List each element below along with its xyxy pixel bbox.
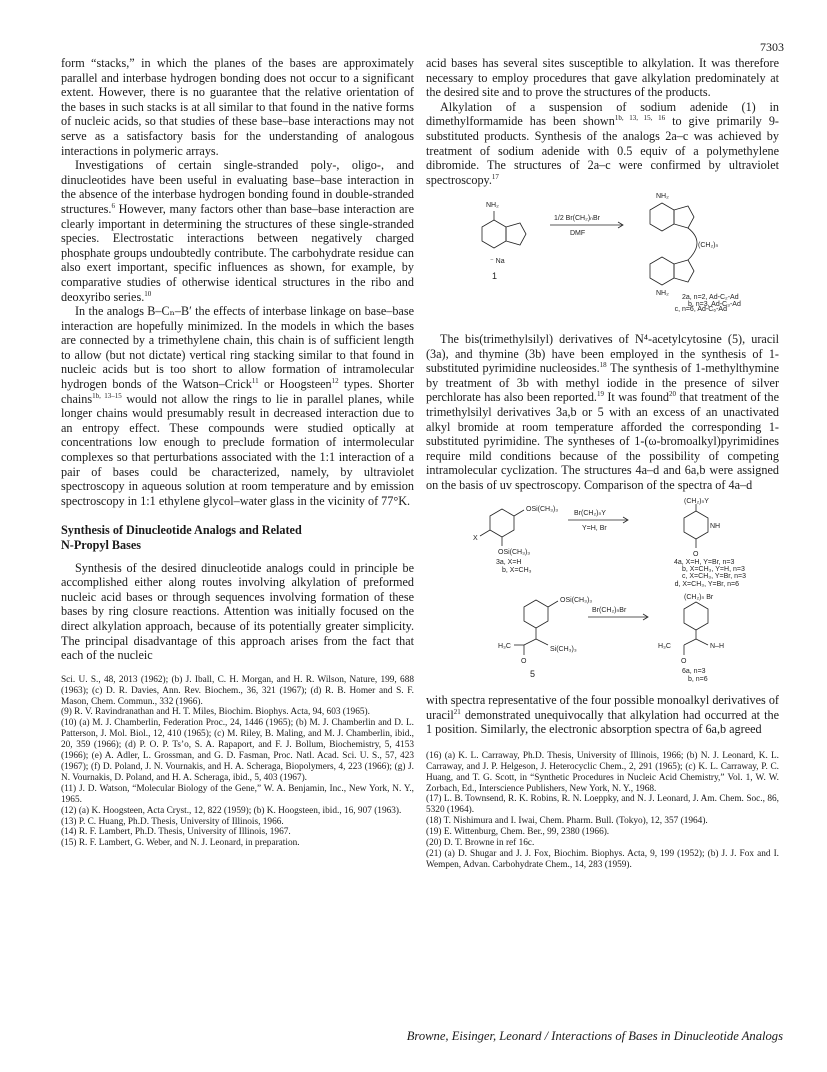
methyl-label: H₃C xyxy=(497,643,511,651)
silyl-label: Si(CH₃)₃ xyxy=(549,646,577,654)
compound-label-1: 1 xyxy=(491,271,497,282)
paragraph: Investigations of certain single-stranded poly-, oligo-, and dinucleotides have been useful in evaluating base–base interaction in the absence of the interbase hydrogen bonding found in double-stranded structures.$^6$ However, many factors other than base–base interaction are clearly important in determining the structures of these single-stranded species. Electrostatic interactions between negatively charged phosphate groups undoubtedly contribute. The carbohydrate residue can also exert important, specific influences as shown, for example, by comparative studies of otherwise identical structures in the ribo and deoxyribo series.$^{10}$ xyxy=(61,158,414,304)
running-footer: Browne, Eisinger, Leonard / Interactions of Bases in Dinucleotide Analogs xyxy=(406,1029,783,1043)
reference: (9) R. V. Ravindranathan and H. T. Miles, Biochim. Biophys. Acta, 94, 603 (1965). xyxy=(61,707,370,718)
sodium-label: ⁻ Na xyxy=(489,258,505,266)
oxygen-label: O xyxy=(680,658,686,666)
reference: (11) J. D. Watson, “Molecular Biology of the Gene,” W. A. Benjamin, Inc., New York, N. Y., 1965. xyxy=(61,783,414,805)
section-heading: Synthesis of Dinucleotide Analogs and Related N-Propyl Bases xyxy=(61,523,302,552)
reference: (15) R. F. Lambert, G. Weber, and N. J. Leonard, in preparation. xyxy=(61,838,300,849)
reference: (16) (a) K. L. Carraway, Ph.D. Thesis, University of Illinois, 1966; (b) N. J. Leonard, K. L. Carraway, and J. P. Helgeson, J. Heterocyclic Chem., 2, 291 (1965); (c) K. L. Carraway, P. C. Huang, and T. G. Scott, in “Synthetic Procedures in Nucleic Acid Chemistry,” Vol. 1, W. W. Zorbach, Ed., Interscience Publishers, New York, N. Y., 1968. xyxy=(426,750,779,794)
chain-label: (CH₂)ₙ xyxy=(697,242,718,250)
reference: (14) R. F. Lambert, Ph.D. Thesis, University of Illinois, 1967. xyxy=(61,827,291,838)
compound-label-3b: b, X=CH₃ xyxy=(501,567,532,575)
paragraph: acid bases has several sites susceptible to alkylation. It was therefore necessary to employ procedures that gave alkylation predominately at the desired site and to prove the structures of the products. xyxy=(426,56,779,100)
product-label-2c: c, n=6, Ad-C₆-Ad xyxy=(674,306,727,314)
compound-label-4a: 4a, X=H, Y=Br, n=3 xyxy=(673,559,734,567)
oxygen-label: O xyxy=(692,551,698,559)
silyl-label: OSi(CH₃)₃ xyxy=(525,506,558,514)
reagent-label: Br(CH₂)ₙY xyxy=(573,510,606,518)
reference: (21) (a) D. Shugar and J. J. Fox, Biochim. Biophys. Acta, 9, 199 (1952); (b) J. J. Fox and I. Wempen, Advan. Carbohydrate Chem., 14, 283 (1959). xyxy=(426,849,779,870)
paragraph: Alkylation of a suspension of sodium adenide (1) in dimethylformamide has been shown$^{1b, 13, 15, 16}$ to give primarily 9-substituted products. Synthesis of the analogs 2a–c was achieved by treatment of sodium adenide with 0.5 equiv of a polymethylene dibromide. The structures of 2a–c were confirmed by ultraviolet spectroscopy.$^{17}$ xyxy=(426,99,779,187)
right-column xyxy=(426,56,779,871)
oxygen-label: O xyxy=(520,658,526,666)
nh-label: N–H xyxy=(709,643,724,651)
reference: (20) D. T. Browne in ref 16c. xyxy=(426,838,535,849)
reference: (17) L. B. Townsend, R. K. Robins, R. N. Loeppky, and N. J. Leonard, J. Am. Chem. Soc., 86, 5320 (1964). xyxy=(426,794,779,816)
compound-label-3a: 3a, X=H xyxy=(495,559,521,567)
substituent-x: X xyxy=(472,535,478,543)
reference: (13) P. C. Huang, Ph.D. Thesis, University of Illinois, 1966. xyxy=(61,816,284,827)
solvent-label: DMF xyxy=(569,230,585,238)
amino-label: NH₂ xyxy=(485,202,499,210)
condition-label: Y=H, Br xyxy=(581,525,607,533)
methyl-label: H₃C xyxy=(657,643,671,651)
paragraph: In the analogs B–Cₙ–B′ the effects of interbase linkage on base–base interaction are hopefully minimized. In the models in which the bases are connected by a trimethylene chain, this chain is of sufficient length to allow (but not dictate) vertical ring stacking similar to that found in nucleic acids but is too short to allow formation of intramolecular hydrogen bonds of the Watson–Crick$^{11}$ or Hoogsteen$^{12}$ types. Shorter chains$^{1b, 13-15}$ would not allow the rings to lie in parallel planes, while longer chains would presumably result in decreased interaction due to an entropy effect. These compounds were studied optically at concentrations low enough to preclude formation of intermolecular complexes so that perturbations associated with the 1:1 interaction of a pair of bases could be characterized, namely, by ultraviolet spectroscopy in aqueous solution at room temperature and by emission spectroscopy in 1:1 ethylene glycol–water glass in the vicinity of 77°K. xyxy=(61,304,415,508)
cytosine-alkylation-scheme xyxy=(438,593,768,683)
reference: (18) T. Nishimura and I. Iwai, Chem. Pharm. Bull. (Tokyo), 12, 357 (1964). xyxy=(426,816,708,827)
reference: (10) (a) M. J. Chamberlin, Federation Proc., 24, 1446 (1965); (b) M. J. Chamberlin and D. L. Patterson, J. Mol. Biol., 12, 410 (1965); (c) M. Riley, B. Maling, and M. J. Chamberlin, ibid., 20, 359 (1966); (d) P. O. P. Ts’o, S. A. Rapaport, and F. J. Bollum, Biochemistry, 5, 4153 (1966); (e) A. Adler, L. Grossman, and G. D. Fasman, Proc. Natl. Acad. Sci. U. S., 57, 423 (1967); (f) D. Poland, J. N. Vournakis, and H. A. Scheraga, Biopolymers, 4, 223 (1966); (g) J. N. Vournakis, D. Poland, and H. A. Scheraga, ibid., 5, 403 (1967). xyxy=(61,718,414,783)
reagent-label: Br(CH₂)ₙBr xyxy=(591,607,626,615)
chain-label: (CH₂)ₙ Br xyxy=(683,594,713,602)
compound-label-5: 5 xyxy=(529,669,535,680)
adenine-dimer-scheme xyxy=(438,187,768,307)
compound-label-6a: 6a, n=3 xyxy=(681,668,706,676)
reference: (19) E. Wittenburg, Chem. Ber., 99, 2380 (1966). xyxy=(426,827,610,838)
compound-label-4c: c, X=CH₃, Y=Br, n=3 xyxy=(681,573,746,581)
compound-label-4b: b, X=CH₃, Y=H, n=3 xyxy=(681,566,745,574)
nh-label: NH xyxy=(709,523,720,531)
amino-label: NH₂ xyxy=(655,290,669,298)
silyl-label: OSi(CH₃)₃ xyxy=(559,597,592,605)
product-label-2b: b, n=3, Ad-C₃-Ad xyxy=(687,301,741,308)
compound-label-4d: d, X=CH₃, Y=Br, n=6 xyxy=(674,581,739,589)
reference: (12) (a) K. Hoogsteen, Acta Cryst., 12, 822 (1959); (b) K. Hoogsteen, ibid., 16, 907 (1963). xyxy=(61,805,402,816)
uracil-alkylation-scheme xyxy=(438,498,768,580)
page-number: 7303 xyxy=(760,40,784,54)
paragraph: Synthesis of the desired dinucleotide analogs could in principle be accomplished either along routes involving alkylation of preformed nucleic acid bases or through sequences involving formation of these bases by ring closure reactions. Attention was initially focused on the direct alkylation approach, because of its potentially greater simplicity. The principal disadvantage of this approach arises from the fact that each of the nucleic xyxy=(61,560,414,663)
left-column xyxy=(61,56,414,849)
product-label-2a: 2a, n=2, Ad-C₂-Ad xyxy=(681,294,739,302)
reference: Sci. U. S., 48, 2013 (1962); (b) J. Iball, C. H. Morgan, and H. R. Wilson, Nature, 199, 688 (1963); (c) D. R. Davies, Ann. Rev. Biochem., 36, 321 (1967); (d) R. B. Homer and S. F. Mason, Chem. Commun., 332 (1966). xyxy=(61,674,414,707)
silyl-label: OSi(CH₃)₃ xyxy=(497,549,530,557)
paragraph: The bis(trimethylsilyl) derivatives of N⁴-acetylcytosine (5), uracil (3a), and thymine (3b) have been employed in the synthesis of 1-substituted pyrimidine nucleosides.$^{18}$ The synthesis of 1-methylthymine by treatment of 3b with methyl iodide in the presence of silver perchlorate has also been reported.$^{19}$ It was found$^{20}$ that treatment of the trimethylsilyl derivatives 3a,b or 5 with an excess of an unactivated alkyl bromide at room temperature afforded the corresponding 1-substituted pyrimidine. The syntheses of 1-(ω-bromoalkyl)pyrimidines require mild conditions because of the possibility of competing intramolecular cyclization. The structures 4a–d and 6a,b were assigned on the basis of uv spectroscopy. Comparison of the spectra of 4a–d xyxy=(426,331,779,492)
compound-label-6b: b, n=6 xyxy=(687,676,708,684)
amino-label: NH₂ xyxy=(655,193,669,201)
footnotes xyxy=(61,675,414,850)
footnotes xyxy=(426,751,779,871)
paragraph: form “stacks,” in which the planes of the bases are approximately parallel and interbase hydrogen bonding does not occur to a significant extent. However, there is no guarantee that the relative orientation of the bases in such stacks is at all similar to that found in the native forms of nucleic acids, so that studies of these base–base interactions may not serve as a satisfactory basis for the understanding of analogous interactions in polymeric arrays. xyxy=(61,56,414,158)
paragraph: with spectra representative of the four possible monoalkyl derivatives of uracil$^{21}$ demonstrated unequivocally that alkylation had occurred at the 1 position. Similarly, the electronic absorption spectra of 6a,b agreed xyxy=(426,693,779,737)
chain-label: (CH₂)ₙY xyxy=(683,498,709,506)
reagent-label: 1/2 Br(CH₂)ₙBr xyxy=(553,215,600,223)
